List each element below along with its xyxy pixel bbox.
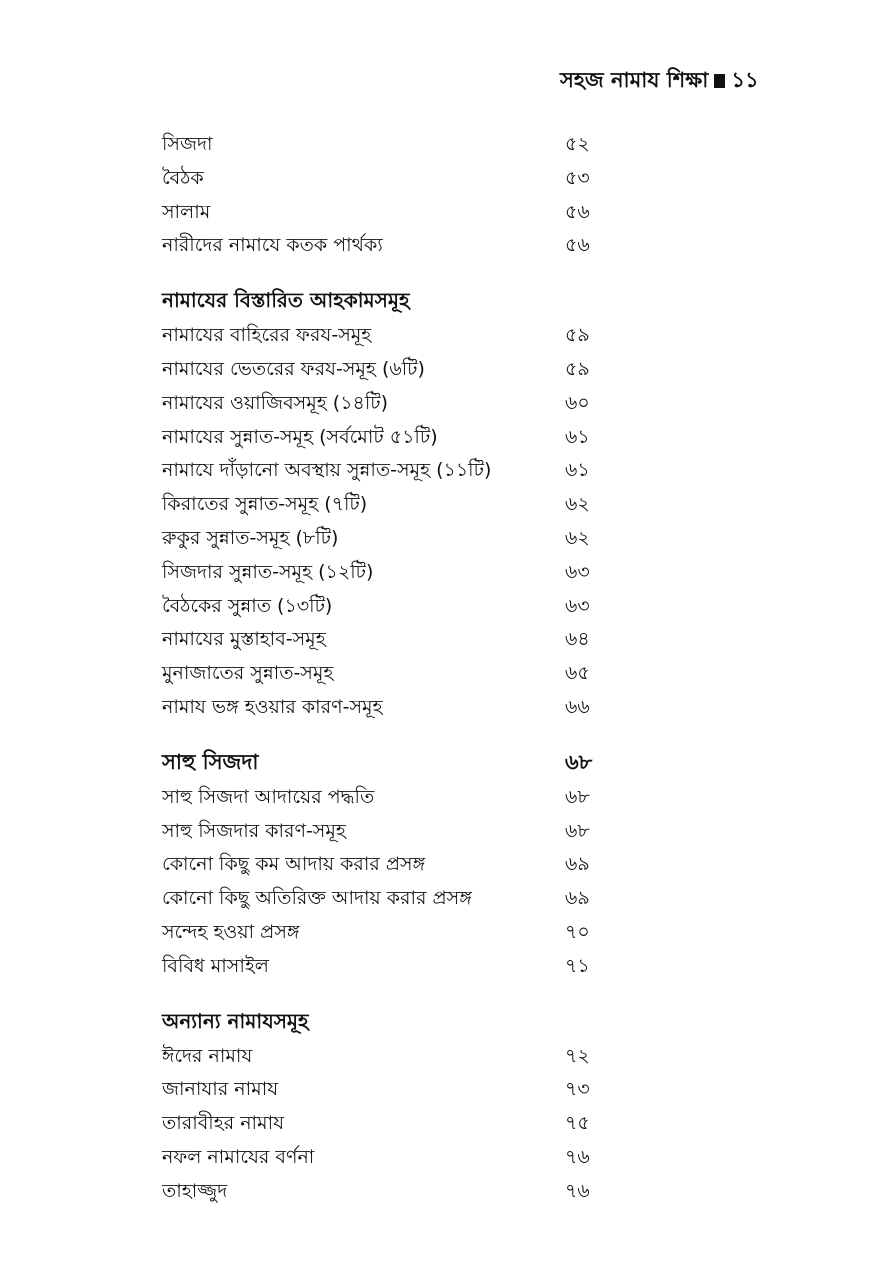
toc-entry: [162, 1175, 602, 1209]
toc-entry-title: সালাম: [162, 200, 211, 223]
table-of-contents: [162, 128, 602, 1209]
toc-entry: [162, 916, 602, 950]
toc-entry: [162, 781, 602, 815]
toc-entry: [162, 319, 602, 353]
toc-entry-title: নামাযের মুস্তাহাব-সমূহ: [162, 628, 326, 651]
toc-entry-title: নামাযের সুন্নাত-সমূহ (সর্বমোট ৫১টি): [162, 425, 438, 448]
toc-entry-page: ৭৫: [565, 1112, 590, 1135]
toc-entry-page: ৭০: [565, 920, 590, 943]
toc-entry-page: ৬২: [565, 493, 590, 516]
toc-entry-page: ৬৪: [565, 628, 590, 651]
toc-entry-page: ৭১: [565, 954, 590, 977]
toc-entry-page: ৬১: [565, 459, 590, 482]
book-title: সহজ নামায শিক্ষা: [560, 68, 709, 92]
toc-entry-page: ৬৮: [565, 819, 590, 842]
toc-entry: [162, 196, 602, 230]
toc-entry-page: ৬০: [565, 391, 590, 414]
toc-entry-title: তারাবীহর নামায: [162, 1112, 285, 1135]
toc-entry-page: ৬২: [565, 526, 590, 549]
toc-entry-title: নামাযের ভেতরের ফরয-সমূহ (৬টি): [162, 357, 425, 380]
section-heading-page: ৬৮: [565, 749, 593, 774]
toc-entry: [162, 950, 602, 984]
section-heading-title: সাহু সিজদা: [162, 749, 259, 774]
toc-entry-title: সাহু সিজদার কারণ-সমূহ: [162, 819, 346, 842]
toc-entry: [162, 387, 602, 421]
toc-entry-title: কোনো কিছু অতিরিক্ত আদায় করার প্রসঙ্গ: [162, 887, 472, 910]
toc-entry-page: ৫৩: [565, 166, 590, 189]
page-number: ১১: [731, 68, 759, 92]
toc-entry-page: ৫৬: [565, 200, 590, 223]
toc-entry: [162, 691, 602, 725]
toc-entry-title: বৈঠক: [162, 166, 204, 189]
toc-entry: [162, 229, 602, 263]
toc-entry-page: ৬৯: [565, 887, 590, 910]
toc-entry-title: কিরাতের সুন্নাত-সমূহ (৭টি): [162, 493, 368, 516]
toc-entry: [162, 590, 602, 624]
toc-entry-title: ঈদের নামায: [162, 1044, 253, 1067]
toc-entry: [162, 488, 602, 522]
toc-entry-title: জানাযার নামায: [162, 1078, 279, 1101]
toc-entry-title: কোনো কিছু কম আদায় করার প্রসঙ্গ: [162, 853, 426, 876]
toc-entry-page: ৫৬: [565, 234, 590, 257]
toc-entry-page: ৭৬: [565, 1179, 590, 1202]
toc-entry: [162, 1073, 602, 1107]
section-heading-title: নামাযের বিস্তারিত আহকামসমূহ: [162, 288, 410, 313]
toc-entry: [162, 1141, 602, 1175]
toc-entry-page: ৫৯: [565, 324, 590, 347]
toc-entry-page: ৭৩: [565, 1078, 590, 1101]
section-heading: [162, 1003, 602, 1040]
toc-entry: [162, 882, 602, 916]
toc-entry: [162, 815, 602, 849]
toc-entry-page: ৫৯: [565, 357, 590, 380]
toc-entry-page: ৬৯: [565, 853, 590, 876]
toc-entry-title: সিজদার সুন্নাত-সমূহ (১২টি): [162, 560, 374, 583]
toc-entry-page: ৭২: [565, 1044, 590, 1067]
toc-entry-title: নামায ভঙ্গ হওয়ার কারণ-সমূহ: [162, 695, 383, 718]
toc-entry-title: নফল নামাযের বর্ণনা: [162, 1145, 315, 1168]
toc-entry: [162, 353, 602, 387]
toc-entry-page: ৬৫: [565, 662, 590, 685]
toc-entry-title: নামাযের ওয়াজিবসমূহ (১৪টি): [162, 391, 389, 414]
toc-entry: [162, 848, 602, 882]
toc-entry-title: সাহু সিজদা আদায়ের পদ্ধতি: [162, 785, 375, 808]
toc-entry-page: ৫২: [565, 133, 590, 155]
toc-entry-title: সন্দেহ হওয়া প্রসঙ্গ: [162, 920, 300, 943]
section-heading: [162, 282, 602, 319]
toc-entry: [162, 1040, 602, 1074]
toc-entry-page: ৬৮: [565, 785, 590, 808]
toc-entry-page: ৭৬: [565, 1145, 590, 1168]
toc-entry: [162, 657, 602, 691]
toc-entry-page: ৬৩: [565, 560, 590, 583]
toc-entry: [162, 128, 602, 162]
toc-entry: [162, 623, 602, 657]
toc-entry-title: মুনাজাতের সুন্নাত-সমূহ: [162, 662, 334, 685]
toc-entry-title: নারীদের নামাযে কতক পার্থক্য: [162, 234, 383, 257]
toc-entry: [162, 454, 602, 488]
toc-entry-page: ৬৬: [565, 695, 590, 718]
square-bullet-icon: [714, 74, 725, 88]
toc-entry: [162, 556, 602, 590]
toc-entry-title: বৈঠকের সুন্নাত (১৩টি): [162, 594, 333, 617]
running-header: [560, 64, 759, 99]
toc-entry-page: ৬১: [565, 425, 590, 448]
toc-entry-title: নামাযের বাহিরের ফরয-সমূহ: [162, 324, 372, 347]
toc-entry-title: বিবিধ মাসাইল: [162, 954, 269, 977]
toc-entry-page: ৬৩: [565, 594, 590, 617]
toc-entry: [162, 421, 602, 455]
toc-entry: [162, 522, 602, 556]
toc-entry-title: নামাযে দাঁড়ানো অবস্থায় সুন্নাত-সমূহ (১১টি): [162, 459, 492, 482]
section-heading: [162, 744, 602, 781]
toc-entry-title: তাহাজ্জুদ: [162, 1179, 228, 1202]
toc-entry: [162, 1107, 602, 1141]
toc-entry: [162, 162, 602, 196]
toc-entry-title: সিজদা: [162, 133, 213, 155]
section-heading-title: অন্যান্য নামাযসমূহ: [162, 1008, 309, 1033]
toc-entry-title: রুকুর সুন্নাত-সমূহ (৮টি): [162, 526, 339, 549]
